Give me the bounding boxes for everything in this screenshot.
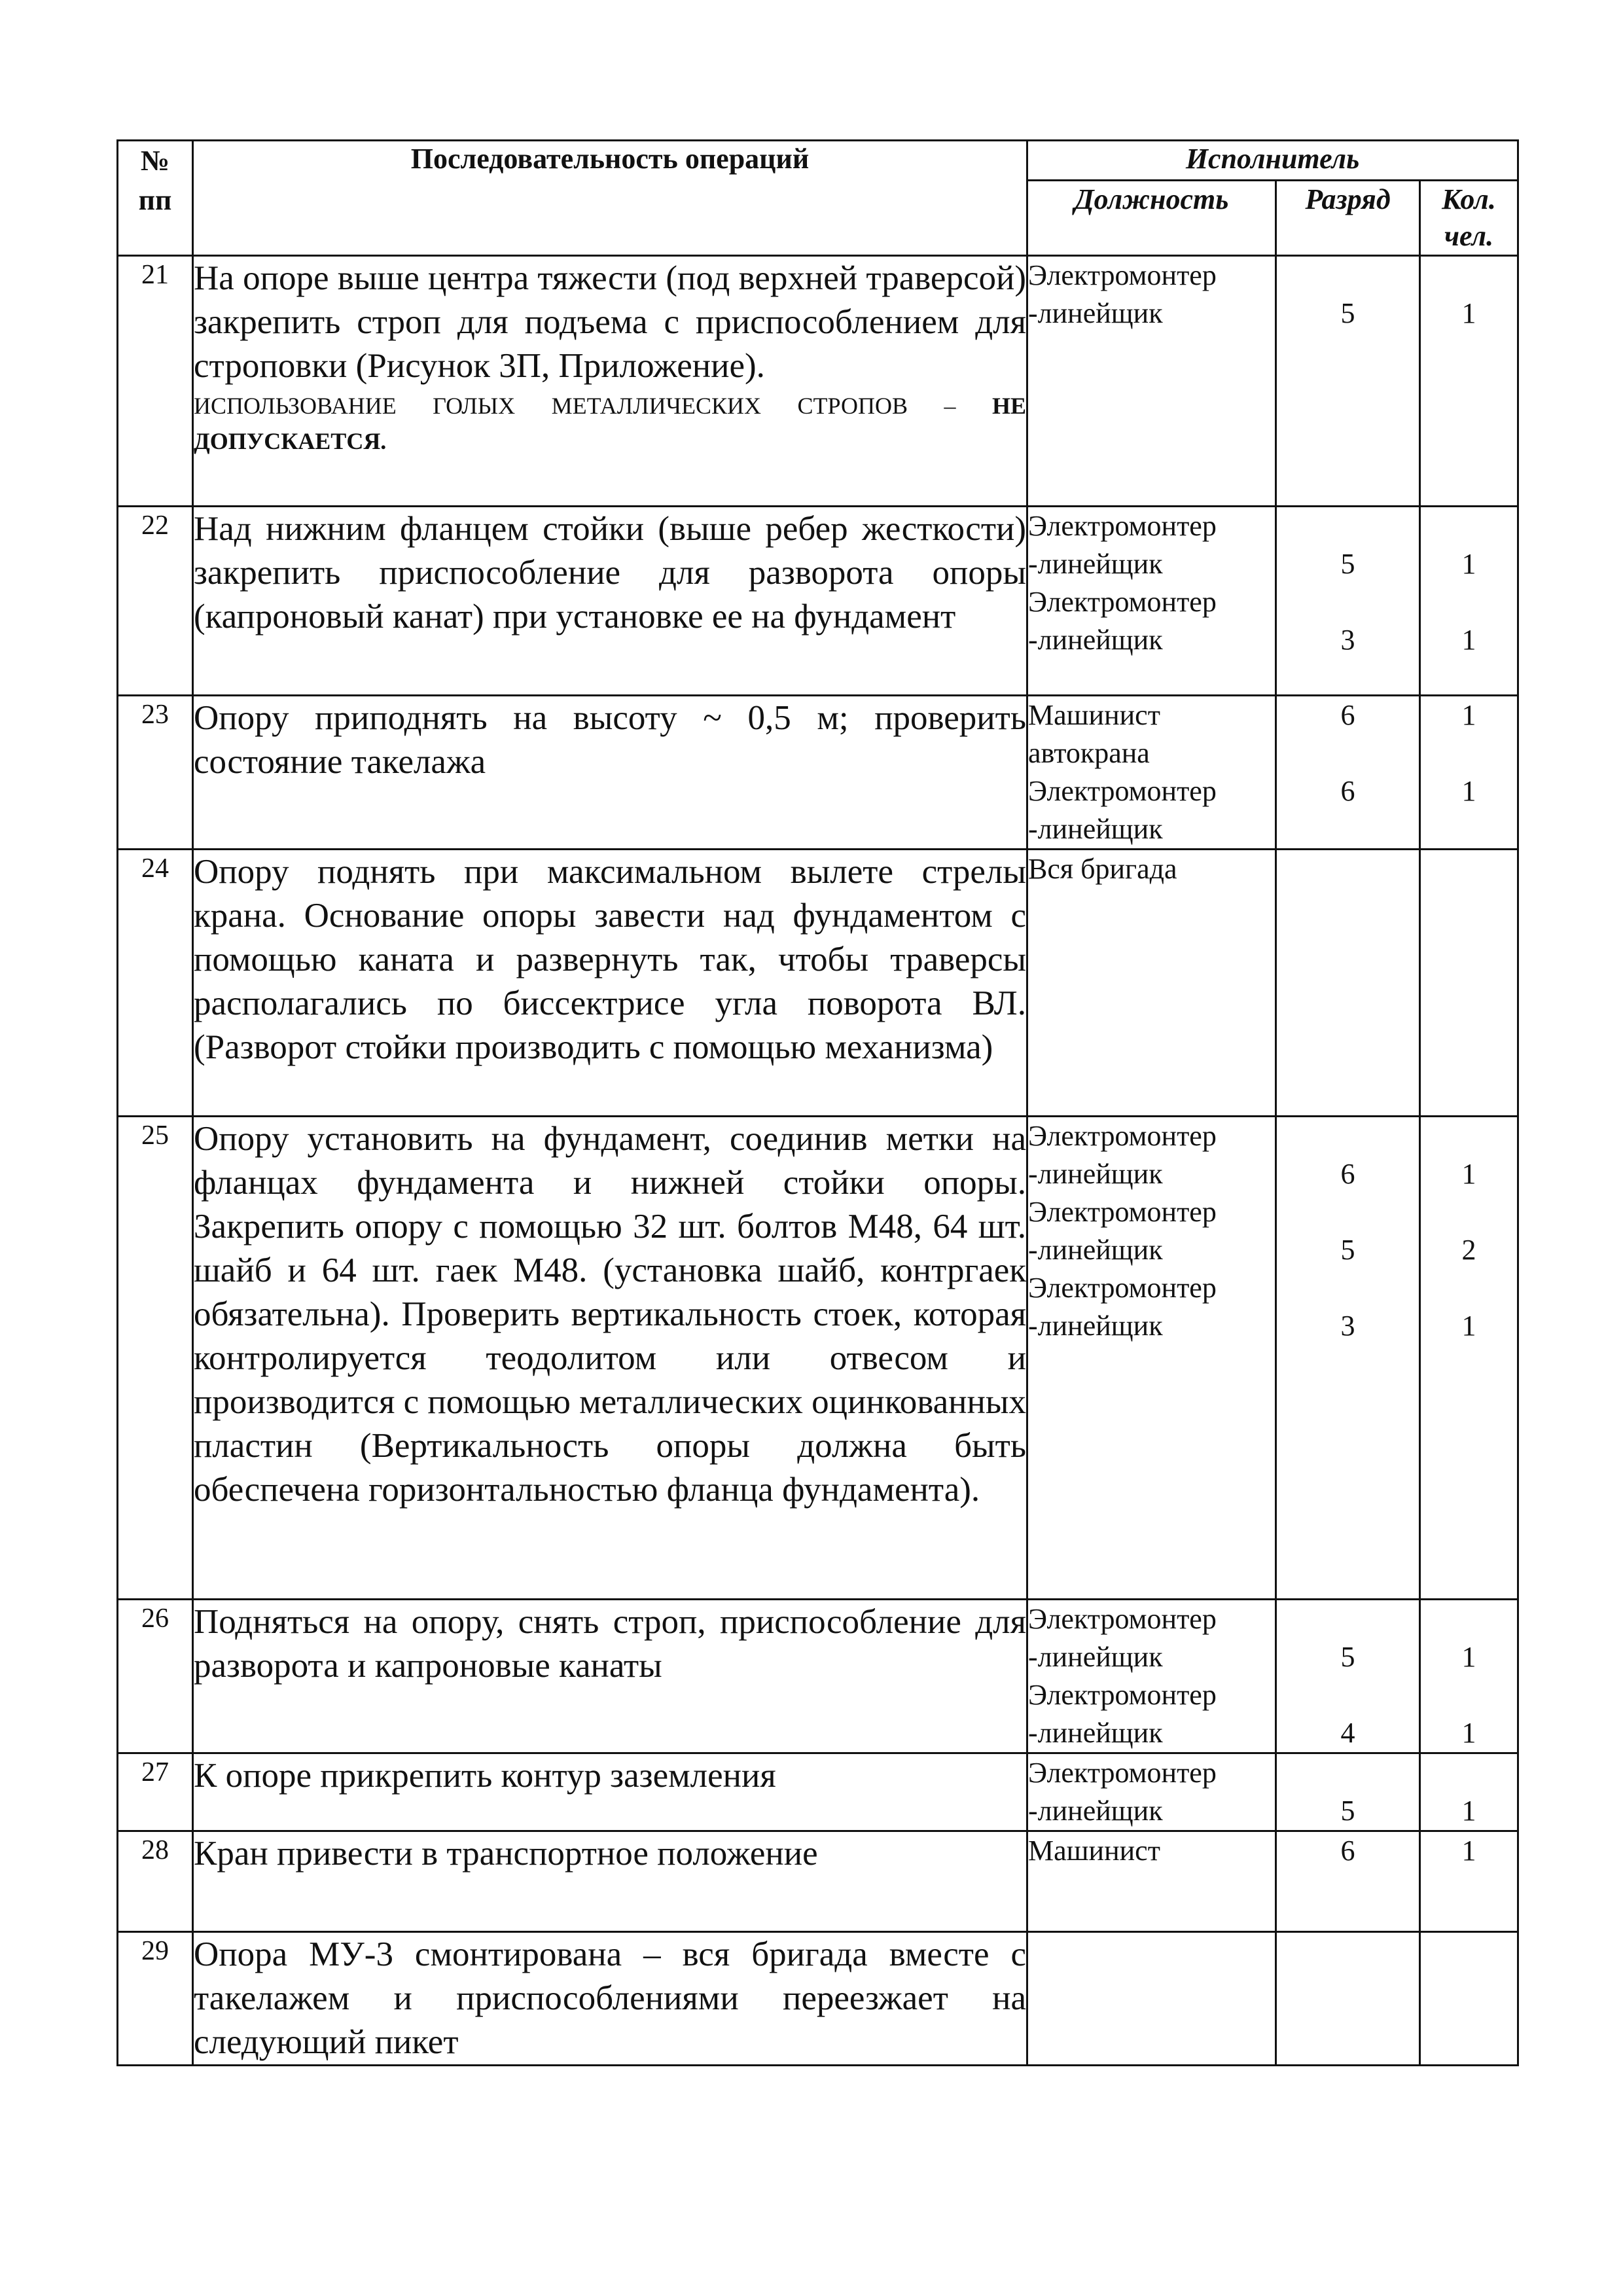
qty-value xyxy=(1421,507,1517,545)
row-position xyxy=(1027,1117,1276,1600)
header-rank-text: Разряд xyxy=(1305,183,1391,215)
row-position xyxy=(1027,1932,1276,2066)
row-position xyxy=(1027,1600,1276,1753)
row-number: 21 xyxy=(118,256,193,507)
operation-text: Подняться на опору, снять строп, приспособление для разворота и капроновые канаты xyxy=(194,1603,1026,1685)
table-row xyxy=(118,1600,1518,1753)
row-rank xyxy=(1276,1117,1420,1600)
position-line: Электромонтер xyxy=(1028,1196,1217,1228)
table-row xyxy=(118,850,1518,1117)
qty-value xyxy=(1421,1269,1517,1307)
qty-value xyxy=(1421,257,1517,295)
qty-value xyxy=(1421,583,1517,621)
header-qty-line1: Кол. xyxy=(1442,183,1496,215)
row-number: 28 xyxy=(118,1831,193,1932)
rank-value: 5 xyxy=(1340,548,1355,580)
row-rank xyxy=(1276,1932,1420,2066)
table-row xyxy=(118,1831,1518,1932)
position-line: -линейщик xyxy=(1028,1158,1163,1190)
row-qty xyxy=(1420,1831,1518,1932)
position-line: -линейщик xyxy=(1028,1717,1163,1749)
position-line: -линейщик xyxy=(1028,813,1163,845)
row-operation xyxy=(193,256,1027,507)
row-number: 25 xyxy=(118,1117,193,1600)
operation-text: Опору приподнять на высоту ~ 0,5 м; проверить состояние такелажа xyxy=(194,699,1026,781)
row-operation xyxy=(193,507,1027,696)
row-number: 23 xyxy=(118,696,193,850)
qty-value: 1 xyxy=(1461,1310,1476,1342)
position-line: -линейщик xyxy=(1028,297,1163,329)
rank-value xyxy=(1277,1269,1419,1307)
table-row xyxy=(118,507,1518,696)
table-row xyxy=(118,1753,1518,1831)
row-rank xyxy=(1276,1831,1420,1932)
rank-value xyxy=(1277,1676,1419,1714)
row-position xyxy=(1027,507,1276,696)
rank-value: 5 xyxy=(1340,1795,1355,1827)
rank-value xyxy=(1277,1193,1419,1231)
row-rank xyxy=(1276,256,1420,507)
table-row xyxy=(118,1932,1518,2066)
position-line: -линейщик xyxy=(1028,548,1163,580)
table-row xyxy=(118,1117,1518,1600)
rank-value: 6 xyxy=(1340,699,1355,731)
rank-value: 5 xyxy=(1340,297,1355,329)
operation-note-text: ИСПОЛЬЗОВАНИЕ ГОЛЫХ МЕТАЛЛИЧЕСКИХ СТРОПОВ – xyxy=(194,393,992,419)
qty-value xyxy=(1421,1117,1517,1155)
header-executor: Исполнитель xyxy=(1027,141,1518,181)
operation-text: Над нижним фланцем стойки (выше ребер жесткости) закрепить приспособление для разворота опоры (капроновый канат) при установке ее на фундамент xyxy=(194,510,1026,636)
rank-value xyxy=(1277,1600,1419,1638)
row-operation xyxy=(193,1753,1027,1831)
operations-table xyxy=(116,139,1519,2066)
position-line: Электромонтер xyxy=(1028,1120,1217,1152)
position-line: -линейщик xyxy=(1028,1234,1163,1266)
header-qty-line2: чел. xyxy=(1444,220,1494,252)
row-position xyxy=(1027,1831,1276,1932)
rank-value: 6 xyxy=(1340,1835,1355,1867)
qty-value: 1 xyxy=(1461,1158,1476,1190)
row-operation xyxy=(193,1932,1027,2066)
row-qty xyxy=(1420,256,1518,507)
row-qty xyxy=(1420,1600,1518,1753)
position-line: -линейщик xyxy=(1028,1795,1163,1827)
header-operations: Последовательность операций xyxy=(193,141,1027,256)
qty-value: 1 xyxy=(1461,699,1476,731)
position-line: Электромонтер xyxy=(1028,259,1217,291)
rank-value xyxy=(1277,583,1419,621)
position-line: Электромонтер xyxy=(1028,1272,1217,1304)
rank-value: 6 xyxy=(1340,1158,1355,1190)
qty-value: 1 xyxy=(1461,297,1476,329)
rank-value xyxy=(1277,257,1419,295)
rank-value xyxy=(1277,1117,1419,1155)
position-line: Вся бригада xyxy=(1028,853,1177,885)
position-line: -линейщик xyxy=(1028,1310,1163,1342)
header-number-line1: № xyxy=(140,145,170,177)
position-line: Машинист xyxy=(1028,699,1160,731)
row-operation xyxy=(193,850,1027,1117)
header-qty xyxy=(1420,181,1518,256)
row-position xyxy=(1027,696,1276,850)
qty-value: 1 xyxy=(1461,624,1476,656)
operations-body xyxy=(118,256,1518,2066)
qty-value: 1 xyxy=(1461,1717,1476,1749)
row-qty xyxy=(1420,850,1518,1117)
rank-value: 3 xyxy=(1340,1310,1355,1342)
qty-value xyxy=(1421,1193,1517,1231)
header-number-line2: пп xyxy=(138,184,172,216)
qty-value: 2 xyxy=(1461,1234,1476,1266)
qty-value xyxy=(1421,734,1517,772)
qty-value xyxy=(1421,1600,1517,1638)
row-qty xyxy=(1420,696,1518,850)
position-line: -линейщик xyxy=(1028,624,1163,656)
position-line: Электромонтер xyxy=(1028,775,1217,807)
qty-value xyxy=(1421,1754,1517,1792)
row-qty xyxy=(1420,507,1518,696)
operation-note xyxy=(194,388,1026,459)
operation-text: К опоре прикрепить контур заземления xyxy=(194,1757,776,1795)
row-position xyxy=(1027,1753,1276,1831)
row-operation xyxy=(193,696,1027,850)
qty-value: 1 xyxy=(1461,1835,1476,1867)
position-line: автокрана xyxy=(1028,737,1150,769)
rank-value xyxy=(1277,507,1419,545)
row-number: 26 xyxy=(118,1600,193,1753)
row-operation xyxy=(193,1600,1027,1753)
row-rank xyxy=(1276,1600,1420,1753)
header-position-text: Должность xyxy=(1074,183,1229,215)
row-position xyxy=(1027,256,1276,507)
position-line: Машинист xyxy=(1028,1835,1160,1867)
position-line: Электромонтер xyxy=(1028,1757,1217,1789)
row-rank xyxy=(1276,850,1420,1117)
operation-text: Кран привести в транспортное положение xyxy=(194,1835,818,1873)
row-rank xyxy=(1276,1753,1420,1831)
operation-note-bold: НЕ ДОПУСКАЕТСЯ. xyxy=(194,393,1026,454)
rank-value: 5 xyxy=(1340,1641,1355,1673)
qty-value: 1 xyxy=(1461,548,1476,580)
operation-text: Опору поднять при максимальном вылете стрелы крана. Основание опоры завести над фундаментом с помощью каната и развернуть так, чтобы траверсы располагались по биссектрисе угла поворота ВЛ. (Разворот стойки производить с помощью механизма) xyxy=(194,853,1026,1066)
table-row xyxy=(118,696,1518,850)
operation-text: Опору установить на фундамент, соединив метки на фланцах фундамента и нижней стойки опоры. Закрепить опору с помощью 32 шт. болтов М48, 64 шт. шайб и 64 шт. гаек М48. (установка шайб, контргаек обязательна). Проверить вертикальность стоек, которая контролируется теодолитом или отвесом и производится с помощью металлических оцинкованных пластин (Вертикальность опоры должна быть обеспечена горизонтальностью фланца фундамента). xyxy=(194,1120,1026,1509)
header-rank xyxy=(1276,181,1420,256)
row-rank xyxy=(1276,507,1420,696)
rank-value: 6 xyxy=(1340,775,1355,807)
table-row xyxy=(118,256,1518,507)
row-number: 22 xyxy=(118,507,193,696)
row-qty xyxy=(1420,1117,1518,1600)
qty-value: 1 xyxy=(1461,1641,1476,1673)
rank-value: 4 xyxy=(1340,1717,1355,1749)
rank-value xyxy=(1277,810,1419,848)
row-position xyxy=(1027,850,1276,1117)
position-line: Электромонтер xyxy=(1028,510,1217,542)
row-operation xyxy=(193,1831,1027,1932)
rank-value: 3 xyxy=(1340,624,1355,656)
rank-value xyxy=(1277,1754,1419,1792)
row-number: 24 xyxy=(118,850,193,1117)
row-rank xyxy=(1276,696,1420,850)
qty-value: 1 xyxy=(1461,775,1476,807)
position-line: Электромонтер xyxy=(1028,1679,1217,1711)
row-qty xyxy=(1420,1753,1518,1831)
operation-text: Опора МУ-3 смонтирована – вся бригада вместе с такелажем и приспособлениями переезжает на следующий пикет xyxy=(194,1935,1026,2061)
operation-text: На опоре выше центра тяжести (под верхней траверсой) закрепить строп для подъема с приспособлением для строповки (Рисунок 3П, Приложение). xyxy=(194,259,1026,385)
position-line: Электромонтер xyxy=(1028,1603,1217,1635)
header-number xyxy=(118,141,193,256)
header-position xyxy=(1027,181,1276,256)
rank-value: 5 xyxy=(1340,1234,1355,1266)
position-line: Электромонтер xyxy=(1028,586,1217,618)
qty-value xyxy=(1421,1676,1517,1714)
rank-value xyxy=(1277,734,1419,772)
position-line: -линейщик xyxy=(1028,1641,1163,1673)
qty-value: 1 xyxy=(1461,1795,1476,1827)
row-operation xyxy=(193,1117,1027,1600)
row-qty xyxy=(1420,1932,1518,2066)
row-number: 27 xyxy=(118,1753,193,1831)
qty-value xyxy=(1421,810,1517,848)
row-number: 29 xyxy=(118,1932,193,2066)
